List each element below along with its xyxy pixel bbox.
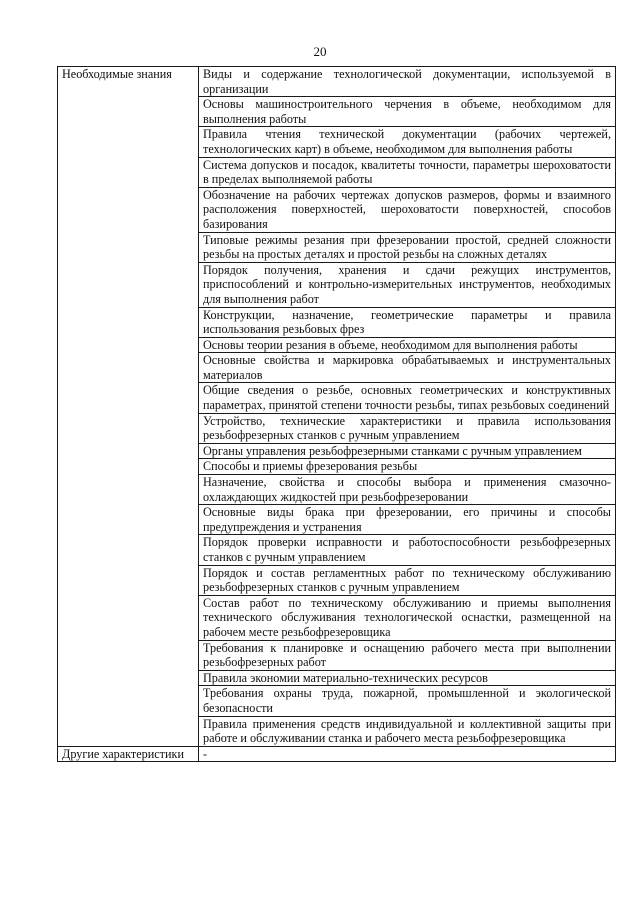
knowledge-item: Назначение, свойства и способы выбора и применения смазочно-охлаждающих жидкостей при резьбофрезеровании (199, 475, 616, 505)
knowledge-item: Основные свойства и маркировка обрабатываемых и инструментальных материалов (199, 353, 616, 383)
other-characteristics-label: Другие характеристики (58, 746, 199, 762)
knowledge-item: Порядок получения, хранения и сдачи режущих инструментов, приспособлений и контрольно-измерительных инструментов, необходимых для выполнения работ (199, 262, 616, 307)
knowledge-item: Типовые режимы резания при фрезеровании простой, средней сложности резьбы на простых деталях и простой резьбы на сложных деталях (199, 232, 616, 262)
knowledge-item: Правила экономии материально-технических ресурсов (199, 670, 616, 686)
knowledge-item: Требования к планировке и оснащению рабочего места при выполнении резьбофрезерных работ (199, 640, 616, 670)
knowledge-item: Основы теории резания в объеме, необходимом для выполнения работы (199, 337, 616, 353)
knowledge-item: Правила применения средств индивидуальной и коллективной защиты при работе и обслуживании станка и рабочего места резьбофрезеровщика (199, 716, 616, 746)
table-row (58, 67, 616, 97)
knowledge-item: Требования охраны труда, пожарной, промышленной и экологической безопасности (199, 686, 616, 716)
table-row (58, 746, 616, 762)
requirements-table (57, 66, 616, 762)
knowledge-item: Органы управления резьбофрезерными станками с ручным управлением (199, 443, 616, 459)
knowledge-item: Конструкции, назначение, геометрические параметры и правила использования резьбовых фрез (199, 307, 616, 337)
knowledge-item: Виды и содержание технологической документации, используемой в организации (199, 67, 616, 97)
knowledge-item: Правила чтения технической документации (рабочих чертежей, технологических карт) в объеме, необходимом для выполнения работы (199, 127, 616, 157)
knowledge-item: Порядок и состав регламентных работ по техническому обслуживанию резьбофрезерных станков с ручным управлением (199, 565, 616, 595)
knowledge-label: Необходимые знания (58, 67, 199, 747)
knowledge-item: Способы и приемы фрезерования резьбы (199, 459, 616, 475)
knowledge-item: Основные виды брака при фрезеровании, его причины и способы предупреждения и устранения (199, 505, 616, 535)
knowledge-item: Порядок проверки исправности и работоспособности резьбофрезерных станков с ручным управлением (199, 535, 616, 565)
knowledge-item: Устройство, технические характеристики и правила использования резьбофрезерных станков с ручным управлением (199, 413, 616, 443)
knowledge-item: Общие сведения о резьбе, основных геометрических и конструктивных параметрах, принятой степени точности резьбы, типах резьбовых соединений (199, 383, 616, 413)
knowledge-item: Основы машиностроительного черчения в объеме, необходимом для выполнения работы (199, 97, 616, 127)
knowledge-item: Обозначение на рабочих чертежах допусков размеров, формы и взаимного расположения поверхностей, шероховатости поверхностей, способов базирования (199, 187, 616, 232)
page-number: 20 (313, 44, 327, 59)
knowledge-item: Состав работ по техническому обслуживанию и приемы выполнения технического обслуживания технологической оснастки, размещенной на рабочем месте резьбофрезеровщика (199, 595, 616, 640)
knowledge-item: Система допусков и посадок, квалитеты точности, параметры шероховатости в пределах выполняемой работы (199, 157, 616, 187)
other-characteristics-value: - (199, 746, 616, 762)
